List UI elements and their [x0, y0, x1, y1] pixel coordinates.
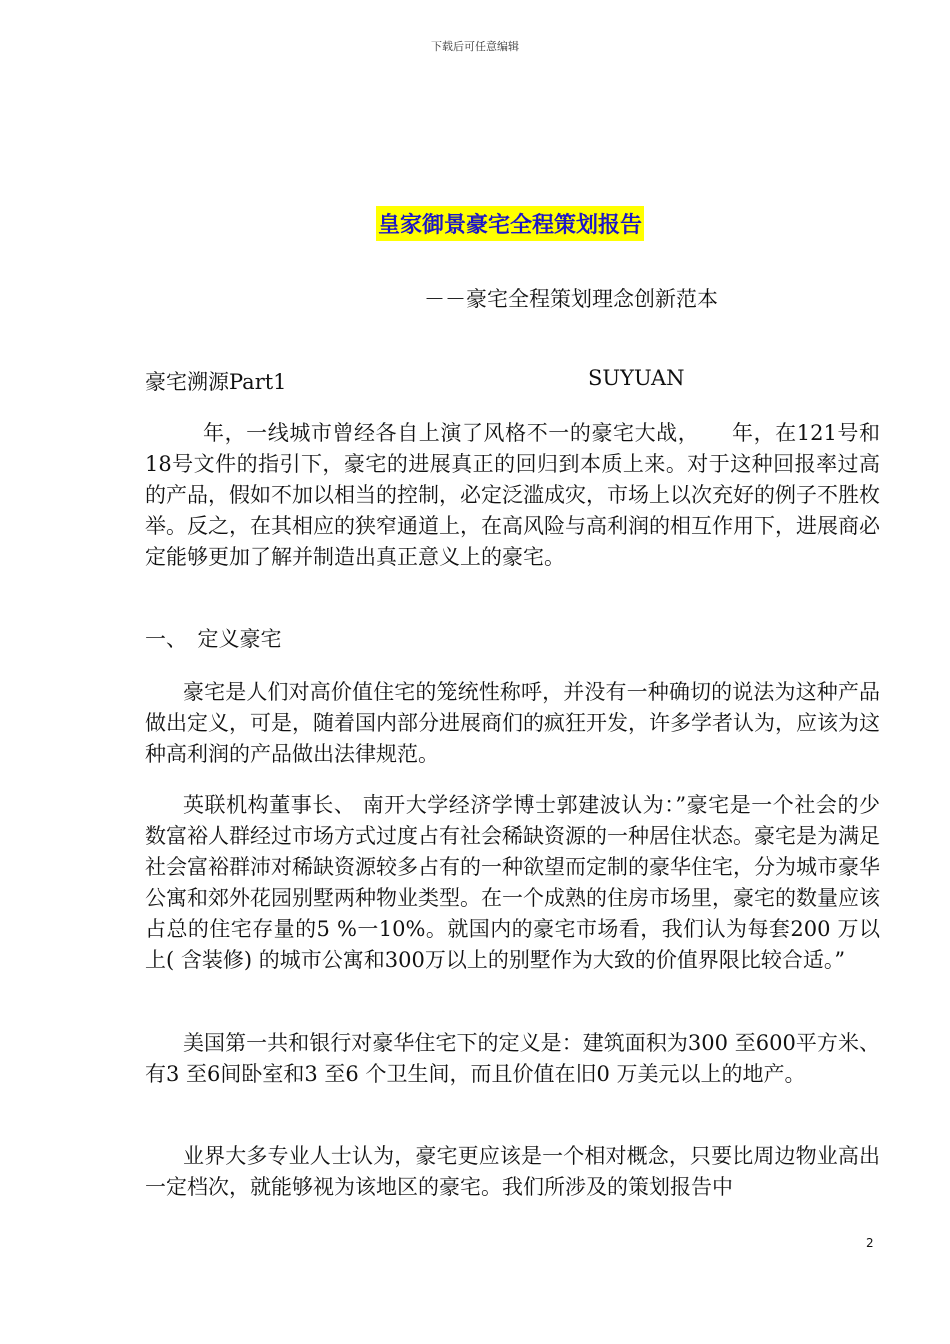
paragraph-industry-view: [145, 1141, 880, 1203]
paragraph-quote: [145, 790, 880, 976]
paragraph-text: 业界大多专业人士认为，豪宅更应该是一个相对概念，只要比周边物业高出一定档次，就能够视为该地区的豪宅。我们所涉及的策划报告中: [145, 1144, 880, 1199]
paragraph-text: 英联机构董事长、 南开大学经济学博士郭建波认为：”豪宅是一个社会的少数富裕人群经过市场方式过度占有社会稀缺资源的一种居住状态。豪宅是为满足社会富裕群沛对稀缺资源较多占有的一种欲望而定制的豪华住宅，分为城市豪华公寓和郊外花园别墅两种物业类型。在一个成熟的住房市场里，豪宅的数量应该占总的住宅存量的5 %一10%。就国内的豪宅市场看，我们认为每套200 万以上( 含装修) 的城市公寓和300万以上的别墅作为大致的价值界限比较合适。”: [145, 793, 880, 972]
section-heading-1: [145, 624, 880, 655]
document-subtitle: －－豪宅全程策划理念创新范本: [424, 287, 718, 311]
paragraph-intro: [145, 418, 880, 573]
section-heading-text: 一、 定义豪宅: [145, 627, 282, 651]
document-title: 皇家御景豪宅全程策划报告: [376, 206, 644, 241]
part-label-english: SUYUAN: [588, 366, 685, 390]
paragraph-definition: [145, 677, 880, 770]
paragraph-us-definition: [145, 1028, 880, 1090]
part-label: 豪宅溯源Part1: [145, 370, 287, 394]
page-number: 2: [866, 1236, 874, 1250]
paragraph-text: 美国第一共和银行对豪华住宅下的定义是：建筑面积为300 至600平方米、 有3 至6间卧室和3 至6 个卫生间，而且价值在旧0 万美元以上的地产。: [145, 1031, 880, 1086]
title-wrapper: [0, 206, 950, 241]
paragraph-text: 年，一线城市曾经各自上演了风格不一的豪宅大战， 年，在121号和18号文件的指引下，豪宅的进展真正的回归到本质上来。对于这种回报率过高的产品，假如不加以相当的控制，必定泛滥成灾，市场上以次充好的例子不胜枚举。反之，在其相应的狭窄通道上，在高风险与高利润的相互作用下，进展商必定能够更加了解并制造出真正意义上的豪宅。: [145, 421, 880, 569]
paragraph-text: 豪宅是人们对高价值住宅的笼统性称呼，并没有一种确切的说法为这种产品做出定义，可是，随着国内部分进展商们的疯狂开发，许多学者认为，应该为这种高利润的产品做出法律规范。: [145, 680, 880, 766]
header-note: 下载后可任意编辑: [431, 40, 519, 53]
